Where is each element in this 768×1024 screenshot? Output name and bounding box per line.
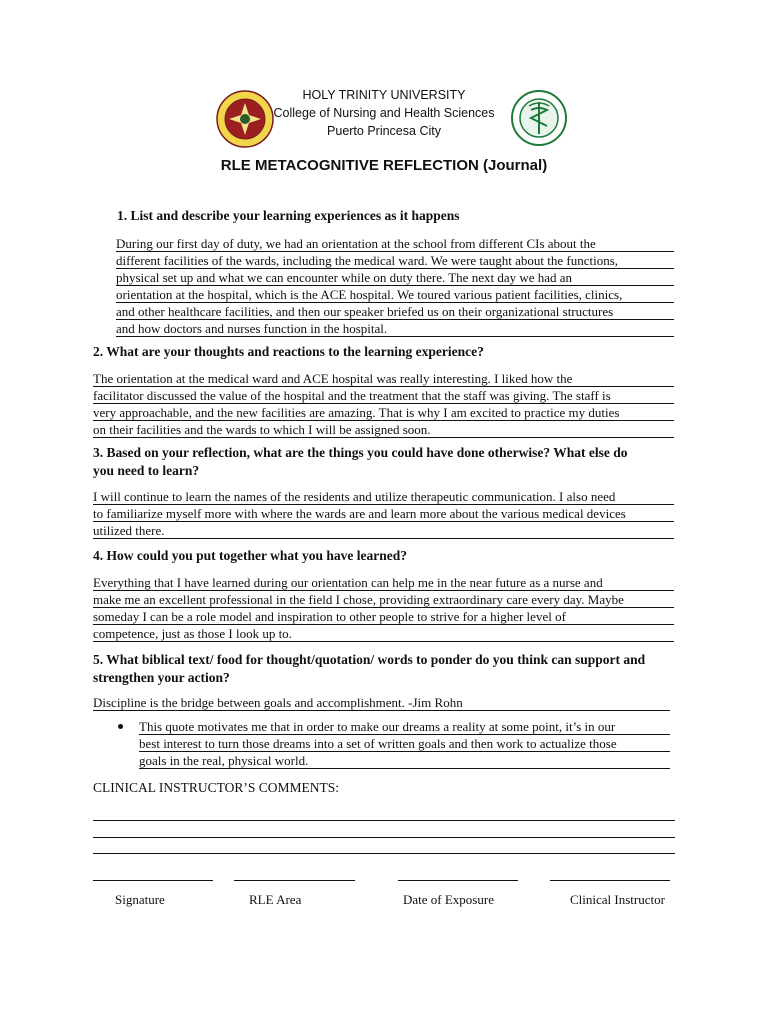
- answer-3-line: to familiarize myself more with where the wards are and learn more about the various medical devices: [93, 505, 674, 522]
- date-of-exposure-label: Date of Exposure: [403, 892, 494, 907]
- quote-text: Discipline is the bridge between goals and accomplishment. -Jim Rohn: [93, 694, 670, 711]
- question-5-line: strengthen your action?: [93, 670, 230, 685]
- city-name: Puerto Princesa City: [327, 124, 441, 138]
- answer-1: [116, 235, 674, 337]
- answer-1-line: and how doctors and nurses function in the hospital.: [116, 320, 674, 337]
- signature-blank[interactable]: [93, 880, 213, 881]
- answer-4-line: competence, just as those I look up to.: [93, 625, 674, 642]
- clinical-instructor-label: Clinical Instructor: [570, 892, 665, 907]
- quote-line: [93, 694, 670, 711]
- question-3: [93, 444, 628, 480]
- answer-4-line: someday I can be a role model and inspiration to other people to strive for a higher level of: [93, 608, 674, 625]
- answer-2-line: The orientation at the medical ward and ACE hospital was really interesting. I liked how the: [93, 370, 674, 387]
- bullet-icon: [118, 724, 123, 729]
- date-of-exposure-blank[interactable]: [398, 880, 518, 881]
- answer-2: [93, 370, 674, 438]
- answer-1-line: orientation at the hospital, which is the ACE hospital. We toured various patient facilities, clinics,: [116, 286, 674, 303]
- college-name: College of Nursing and Health Sciences: [273, 106, 495, 120]
- bullet-line: This quote motivates me that in order to make our dreams a reality at some point, it’s in our: [139, 718, 670, 735]
- question-3-line: 3. Based on your reflection, what are the things you could have done otherwise? What else do: [93, 445, 628, 460]
- answer-3-line: I will continue to learn the names of the residents and utilize therapeutic communication. I also need: [93, 488, 674, 505]
- comment-line[interactable]: [93, 853, 675, 854]
- question-3-line: you need to learn?: [93, 463, 200, 478]
- page-title: RLE METACOGNITIVE REFLECTION (Journal): [220, 157, 548, 174]
- nursing-college-logo: [511, 90, 567, 146]
- answer-4-line: Everything that I have learned during our orientation can help me in the near future as a nurse and: [93, 574, 674, 591]
- answer-1-line: and other healthcare facilities, and then our speaker briefed us on their organizational structures: [116, 303, 674, 320]
- question-1: 1. List and describe your learning experiences as it happens: [117, 208, 460, 223]
- ci-comments-heading: CLINICAL INSTRUCTOR’S COMMENTS:: [93, 780, 340, 795]
- comment-line[interactable]: [93, 837, 675, 838]
- clinical-instructor-blank[interactable]: [550, 880, 670, 881]
- answer-2-line: facilitator discussed the value of the hospital and the treatment that the staff was giving. The staff is: [93, 387, 674, 404]
- answer-2-line: very approachable, and the new facilities are amazing. That is why I am excited to practice my duties: [93, 404, 674, 421]
- answer-3-line: utilized there.: [93, 522, 674, 539]
- answer-1-line: physical set up and what we can encounter while on duty there. The next day we had an: [116, 269, 674, 286]
- answer-4-line: make me an excellent professional in the field I chose, providing extraordinary care every day. Maybe: [93, 591, 674, 608]
- rle-area-label: RLE Area: [249, 892, 302, 907]
- answer-2-line: on their facilities and the wards to which I will be assigned soon.: [93, 421, 674, 438]
- question-5: [93, 651, 645, 687]
- question-2: 2. What are your thoughts and reactions to the learning experience?: [93, 344, 484, 359]
- question-4: 4. How could you put together what you have learned?: [93, 548, 408, 563]
- answer-4: [93, 574, 674, 642]
- rle-area-blank[interactable]: [234, 880, 355, 881]
- answer-1-line: During our first day of duty, we had an orientation at the school from different CIs about the: [116, 235, 674, 252]
- signature-label: Signature: [115, 892, 165, 907]
- question-5-line: 5. What biblical text/ food for thought/quotation/ words to ponder do you think can support and: [93, 652, 646, 667]
- bullet-paragraph: [139, 718, 670, 769]
- university-name: HOLY TRINITY UNIVERSITY: [302, 88, 466, 102]
- bullet-line: goals in the real, physical world.: [139, 752, 670, 769]
- document-header: [0, 86, 768, 146]
- comment-line[interactable]: [93, 820, 675, 821]
- answer-1-line: different facilities of the wards, including the medical ward. We were taught about the functions,: [116, 252, 674, 269]
- answer-3: [93, 488, 674, 539]
- bullet-line: best interest to turn those dreams into a set of written goals and then work to actualize those: [139, 735, 670, 752]
